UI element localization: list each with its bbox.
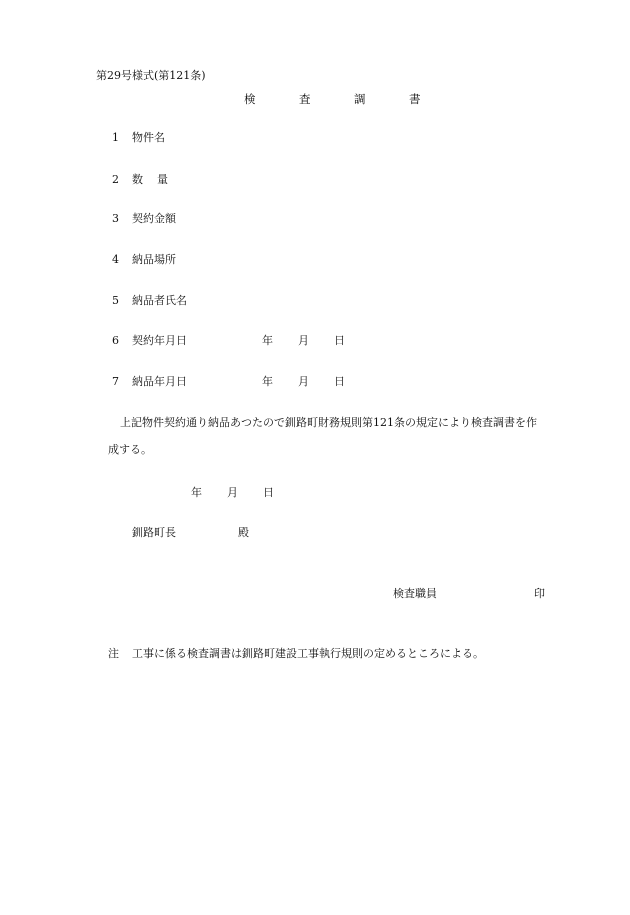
day-unit: 日	[263, 486, 274, 499]
note-text: 工事に係る検査調書は釧路町建設工事執行規則の定めるところによる。	[132, 647, 484, 660]
item-number: 2	[112, 173, 119, 186]
inspector-label: 検査職員	[393, 587, 437, 600]
day-unit: 日	[334, 375, 345, 388]
title-char: 査	[299, 92, 311, 106]
item-number: 7	[112, 375, 119, 388]
item-number: 3	[112, 212, 119, 225]
item-label-contract-date: 契約年月日	[132, 334, 187, 347]
month-unit: 月	[227, 486, 238, 499]
item-number: 4	[112, 253, 119, 266]
month-unit: 月	[298, 375, 309, 388]
month-unit: 月	[298, 334, 309, 347]
title-char: 調	[354, 92, 366, 106]
item-number: 6	[112, 334, 119, 347]
day-unit: 日	[334, 334, 345, 347]
item-label-deliverer-name: 納品者氏名	[132, 294, 187, 307]
body-text-line-2: 成する。	[108, 443, 152, 456]
item-label-property-name: 物件名	[132, 131, 165, 144]
title-char: 検	[244, 92, 256, 106]
item-label-quantity-a: 数	[132, 173, 143, 186]
seal-mark: 印	[534, 587, 545, 600]
year-unit: 年	[262, 375, 273, 388]
item-label-delivery-place: 納品場所	[132, 253, 176, 266]
form-number: 第29号様式(第121条)	[96, 69, 206, 82]
item-label-delivery-date: 納品年月日	[132, 375, 187, 388]
note-heading: 注	[108, 647, 119, 660]
addressee-name: 釧路町長	[132, 526, 176, 539]
item-number: 5	[112, 294, 119, 307]
addressee-honorific: 殿	[238, 526, 249, 539]
item-number: 1	[112, 131, 119, 144]
item-label-quantity-b: 量	[157, 173, 168, 186]
item-label-contract-amount: 契約金額	[132, 212, 176, 225]
title-char: 書	[409, 92, 421, 106]
body-text-line-1: 上記物件契約通り納品あつたので釧路町財務規則第121条の規定により検査調書を作	[120, 416, 537, 429]
year-unit: 年	[262, 334, 273, 347]
year-unit: 年	[191, 486, 202, 499]
